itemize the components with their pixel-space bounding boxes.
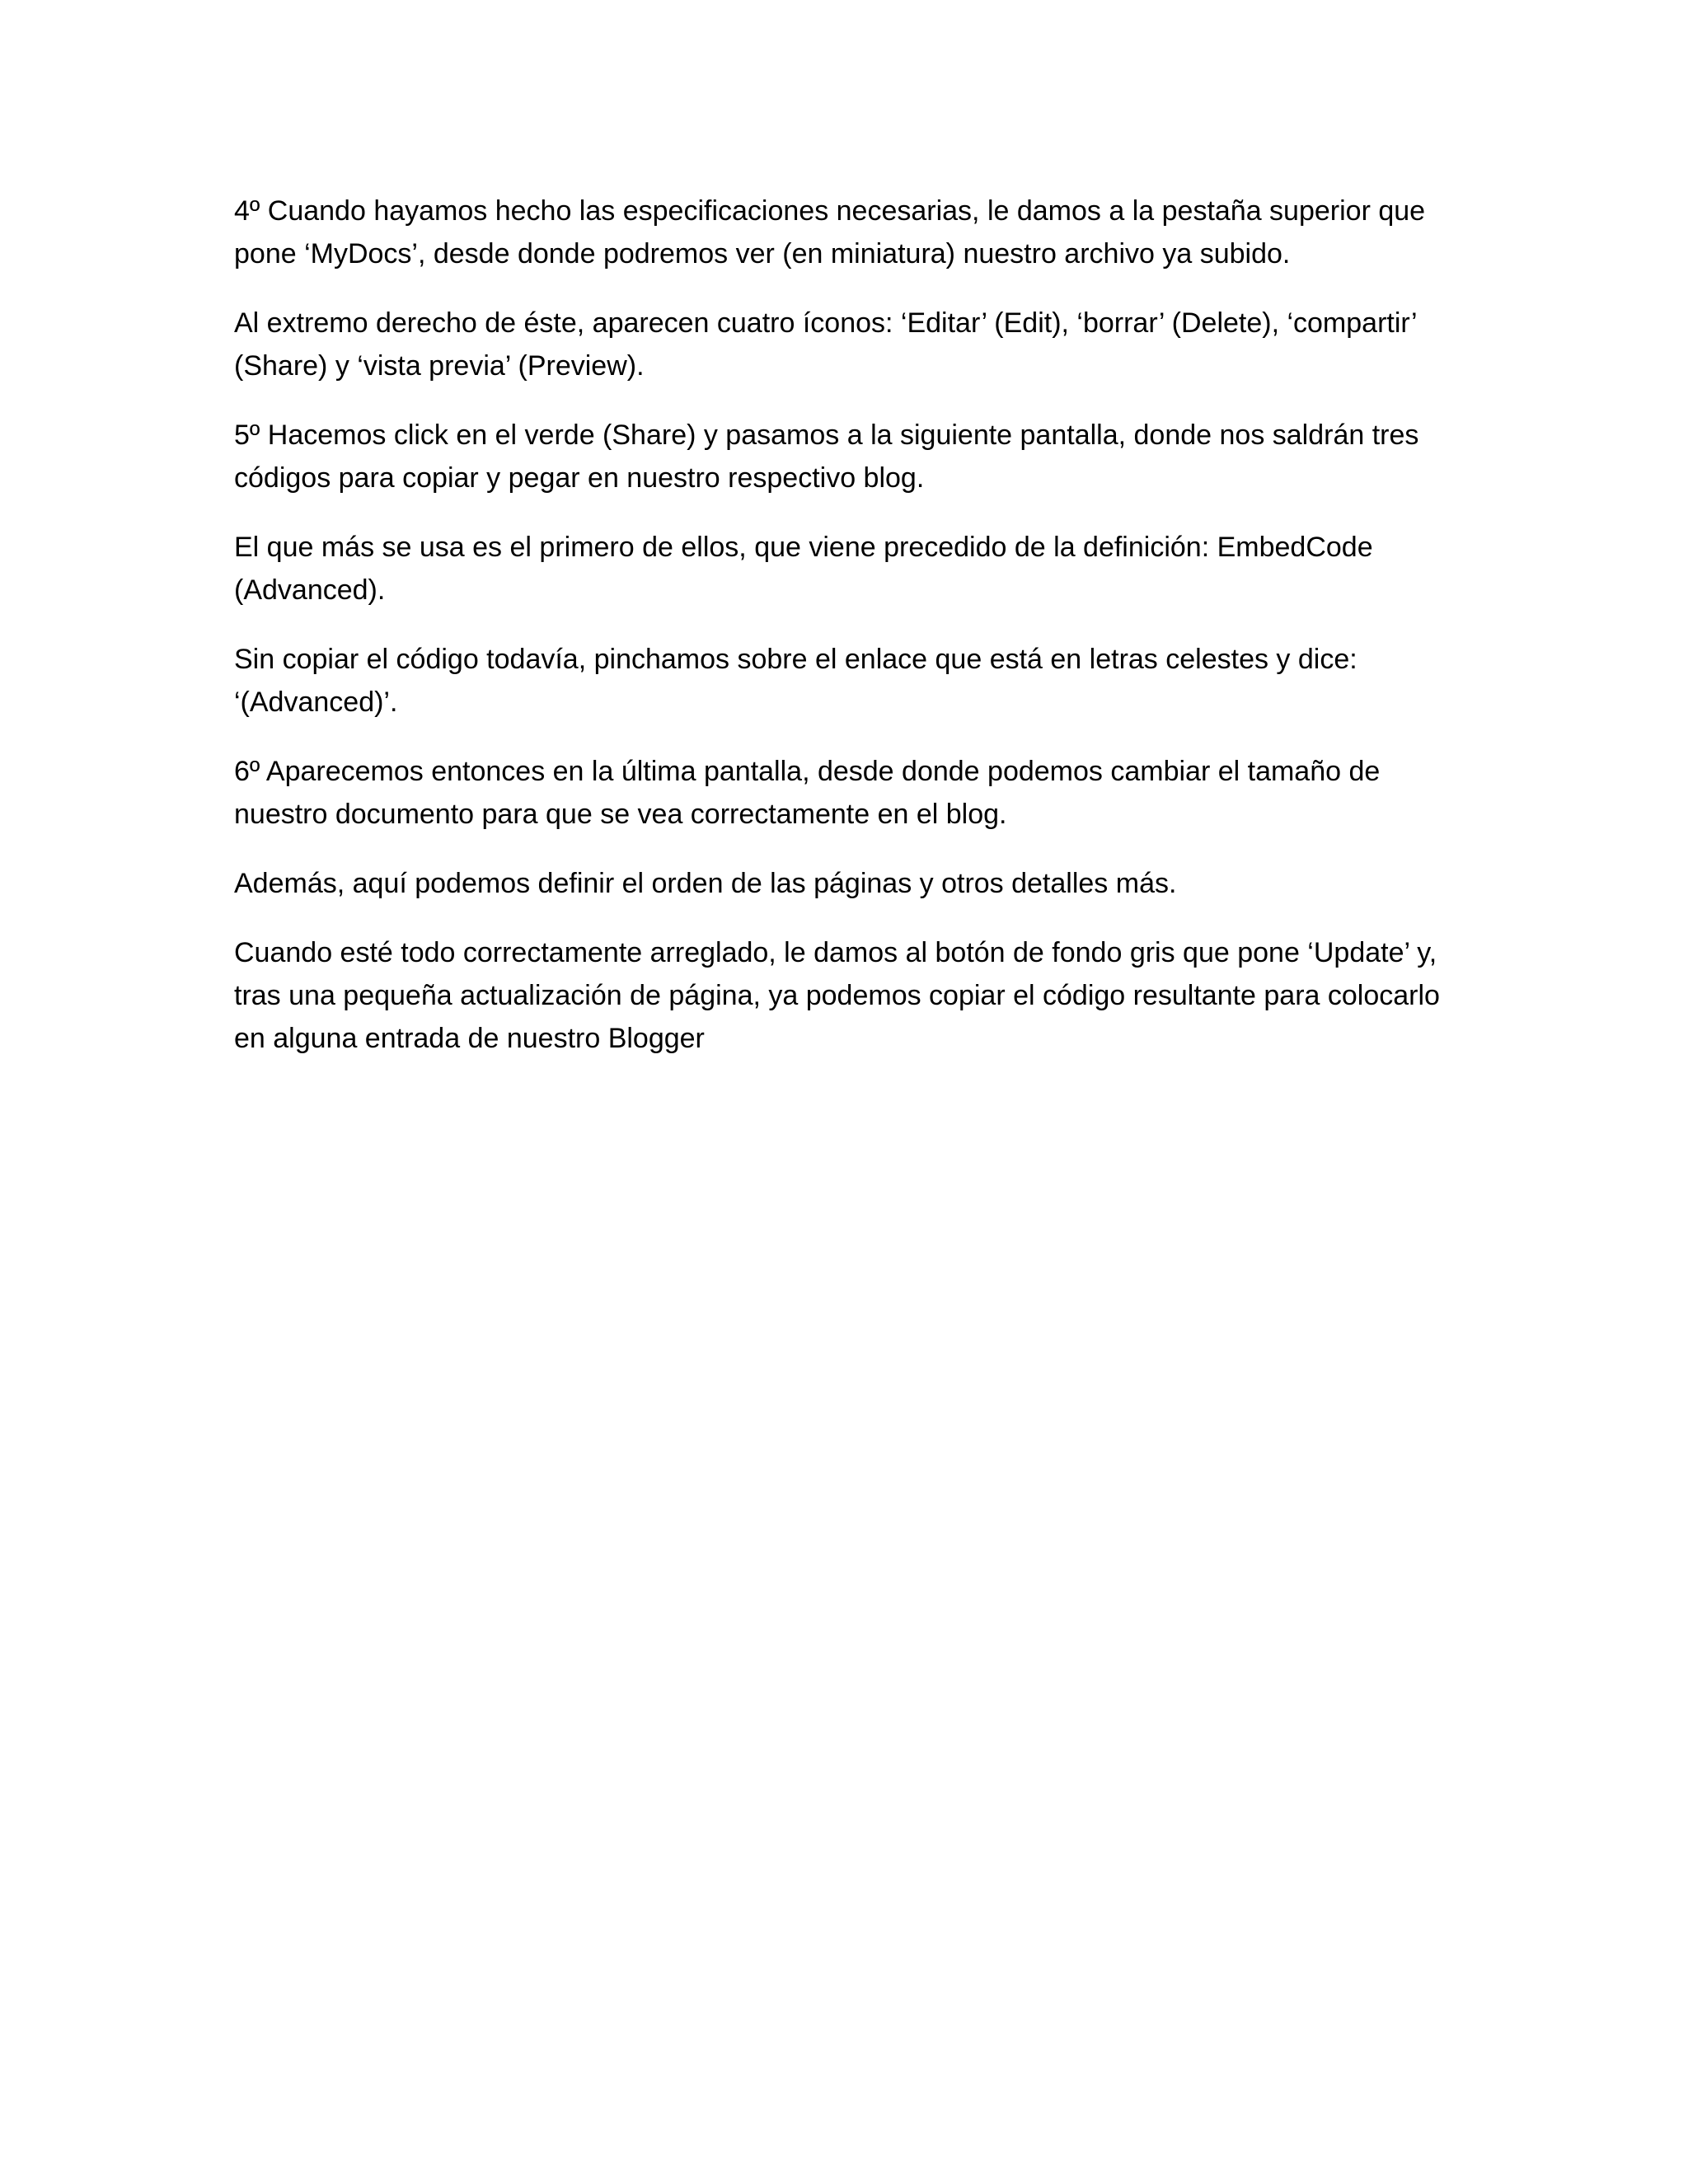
paragraph-update: Cuando esté todo correctamente arreglado, le damos al botón de fondo gris que pone ‘Update’ y, tras una pequeña actualización de página, ya podemos copiar el código resultante para colocarlo en alguna entrada de nuestro Blogger	[234, 937, 1440, 1054]
paragraph-advanced-link: Sin copiar el código todavía, pinchamos sobre el enlace que está en letras celestes y dice: ‘(Advanced)’.	[234, 644, 1357, 718]
paragraph-page-order: Además, aquí podemos definir el orden de las páginas y otros detalles más.	[234, 868, 1177, 899]
paragraph-step-5: 5º Hacemos click en el verde (Share) y pasamos a la siguiente pantalla, donde nos saldrán tres códigos para copiar y pegar en nuestro respectivo blog.	[234, 419, 1419, 494]
paragraph-step-4: 4º Cuando hayamos hecho las especificaciones necesarias, le damos a la pestaña superior que pone ‘MyDocs’, desde donde podremos ver (en miniatura) nuestro archivo ya subido.	[234, 195, 1426, 269]
document-body	[234, 190, 1454, 1086]
paragraph-embed-code: El que más se usa es el primero de ellos, que viene precedido de la definición: EmbedCode (Advanced).	[234, 532, 1373, 606]
paragraph-step-6: 6º Aparecemos entonces en la última pantalla, desde donde podemos cambiar el tamaño de nuestro documento para que se vea correctamente en el blog.	[234, 756, 1381, 830]
paragraph-icons: Al extremo derecho de éste, aparecen cuatro íconos: ‘Editar’ (Edit), ‘borrar’ (Delete), ‘compartir’ (Share) y ‘vista previa’ (Preview).	[234, 307, 1417, 382]
